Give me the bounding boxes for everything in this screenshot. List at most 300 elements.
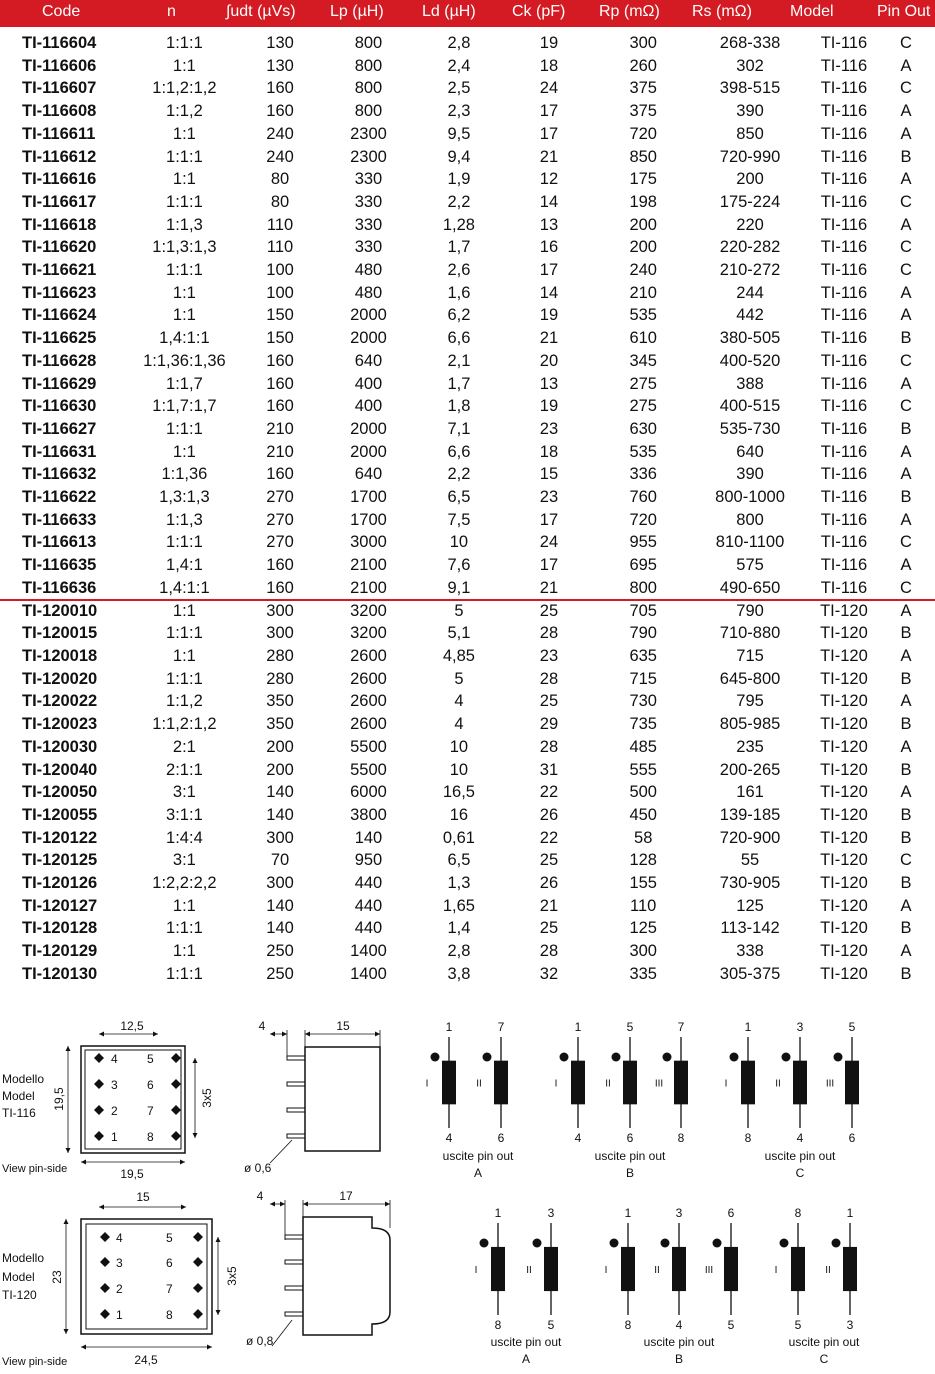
cell-col-4: 1,4 — [447, 919, 471, 938]
cell-col-7: 200 — [736, 170, 764, 189]
cell-col-5: 13 — [539, 374, 559, 393]
cell-col-8: TI-120 — [820, 851, 868, 870]
cell-col-5: 25 — [539, 851, 559, 870]
cell-col-2: 300 — [266, 624, 294, 643]
drawings-area — [0, 1000, 935, 1374]
winding-roman-label: I — [474, 1265, 478, 1276]
table-row — [0, 781, 935, 804]
arrow-icon — [99, 1032, 104, 1037]
dim-lead-label: 4 — [258, 1019, 266, 1033]
cell-col-7: 55 — [740, 851, 760, 870]
ti120-side-body — [303, 1217, 390, 1335]
cell-col-1: 1:1,2:1,2 — [152, 79, 217, 98]
table-row — [0, 418, 935, 441]
cell-col-3: 3800 — [350, 805, 387, 824]
dim-top-label: 15 — [136, 1190, 150, 1204]
cell-col-4: 4 — [454, 692, 464, 711]
cell-col-4: 1,6 — [447, 283, 471, 302]
pin-bottom-label: 4 — [675, 1318, 683, 1332]
cell-col-0: TI-120030 — [22, 737, 98, 756]
winding-coil — [672, 1247, 686, 1291]
cell-col-7: 390 — [736, 102, 764, 121]
cell-col-5: 31 — [539, 760, 559, 779]
cell-col-7: 795 — [736, 692, 764, 711]
cell-col-9: C — [900, 261, 912, 280]
table-row — [0, 77, 935, 100]
cell-col-1: 1:1 — [172, 170, 196, 189]
cell-col-5: 17 — [539, 556, 559, 575]
cell-col-9: C — [900, 851, 912, 870]
pin-top-label: 1 — [445, 1020, 453, 1034]
cell-col-3: 3000 — [350, 533, 387, 552]
header-col-1: n — [167, 3, 176, 20]
table-row — [0, 146, 935, 169]
cell-col-5: 26 — [539, 874, 559, 893]
cell-col-8: TI-116 — [820, 329, 868, 348]
cell-col-7: 575 — [736, 556, 764, 575]
pin-bottom-label: 8 — [744, 1131, 752, 1145]
arrow-icon — [66, 1148, 71, 1153]
pin-number: 5 — [166, 1231, 173, 1245]
cell-col-9: A — [900, 170, 912, 189]
cell-col-8: TI-116 — [820, 578, 868, 597]
cell-col-0: TI-116604 — [22, 34, 97, 52]
cell-col-6: 58 — [634, 828, 653, 847]
pin-diamond-icon — [100, 1283, 110, 1293]
cell-col-0: TI-120126 — [22, 874, 98, 893]
arrow-icon — [81, 1345, 86, 1350]
cell-col-1: 1:1:1 — [166, 192, 203, 211]
cell-col-3: 800 — [354, 102, 383, 121]
cell-col-9: A — [900, 510, 912, 529]
cell-col-6: 800 — [629, 578, 657, 597]
pin-top-label: 1 — [494, 1206, 502, 1220]
pin-diamond-icon — [100, 1257, 110, 1267]
cell-col-0: TI-120125 — [22, 851, 98, 870]
table-row — [0, 963, 935, 986]
cell-col-4: 2,2 — [447, 192, 471, 211]
cell-col-1: 1:1:1 — [166, 261, 203, 280]
lead — [285, 1260, 303, 1264]
cell-col-2: 350 — [266, 692, 294, 711]
cell-col-1: 2:1 — [172, 737, 196, 756]
table-row — [0, 531, 935, 554]
pinout-caption: uscite pin out — [788, 1335, 860, 1349]
cell-col-2: 270 — [266, 533, 294, 552]
pin-bottom-label: 6 — [626, 1131, 634, 1145]
cell-col-2: 100 — [266, 261, 294, 280]
cell-col-4: 7,5 — [447, 510, 471, 529]
cell-col-6: 275 — [629, 397, 657, 416]
pin-top-label: 3 — [796, 1020, 804, 1034]
cell-col-3: 440 — [354, 874, 383, 893]
cell-col-9: C — [900, 397, 912, 416]
pin-bottom-label: 5 — [794, 1318, 802, 1332]
lead — [287, 1134, 305, 1138]
table-row — [0, 827, 935, 850]
table-row — [0, 622, 935, 645]
cell-col-8: TI-120 — [820, 828, 868, 847]
cell-col-5: 17 — [539, 102, 559, 121]
cell-col-9: C — [900, 79, 912, 98]
pinout-letter: B — [625, 1166, 635, 1180]
cell-col-4: 6,6 — [447, 442, 471, 461]
cell-col-7: 139-185 — [719, 805, 781, 824]
cell-col-1: 1:1,2 — [166, 692, 203, 711]
winding-coil — [724, 1247, 738, 1291]
cell-col-8: TI-116 — [820, 419, 868, 438]
cell-col-8: TI-120 — [820, 646, 868, 665]
polarity-dot-icon — [832, 1239, 841, 1248]
arrow-icon — [153, 1032, 158, 1037]
cell-col-5: 29 — [539, 715, 559, 734]
cell-col-4: 1,7 — [447, 238, 471, 257]
cell-col-9: C — [900, 34, 912, 52]
cell-col-6: 790 — [629, 624, 657, 643]
cell-col-1: 1:1:1 — [166, 419, 203, 438]
model-label: TI-116 — [2, 1106, 36, 1120]
pin-diamond-icon — [171, 1079, 181, 1089]
winding-coil — [793, 1061, 807, 1105]
arrow-icon — [280, 1202, 285, 1207]
cell-col-0: TI-116622 — [22, 488, 97, 507]
pin-diamond-icon — [193, 1283, 203, 1293]
winding-roman-label: III — [704, 1265, 714, 1276]
cell-col-8: TI-120 — [820, 942, 868, 961]
polarity-dot-icon — [480, 1239, 489, 1248]
cell-col-5: 19 — [539, 306, 559, 325]
cell-col-9: A — [900, 465, 912, 484]
cell-col-2: 250 — [266, 964, 294, 983]
cell-col-5: 26 — [539, 805, 559, 824]
model-label: TI-120 — [2, 1288, 37, 1302]
winding-coil — [674, 1061, 688, 1105]
cell-col-7: 113-142 — [720, 919, 780, 938]
cell-col-9: B — [900, 874, 912, 893]
cell-col-7: 800 — [736, 510, 764, 529]
cell-col-2: 200 — [266, 760, 294, 779]
cell-col-7: 810-1100 — [715, 533, 785, 552]
lead — [287, 1108, 305, 1112]
cell-col-4: 3,8 — [447, 964, 471, 983]
cell-col-9: A — [900, 556, 912, 575]
cell-col-2: 110 — [266, 215, 294, 234]
table-row — [0, 373, 935, 396]
cell-col-0: TI-120020 — [22, 669, 98, 688]
cell-col-2: 300 — [266, 874, 294, 893]
cell-col-8: TI-120 — [820, 805, 868, 824]
cell-col-3: 400 — [354, 374, 383, 393]
cell-col-2: 240 — [266, 147, 294, 166]
cell-col-3: 800 — [354, 56, 383, 75]
cell-col-6: 210 — [629, 283, 657, 302]
cell-col-2: 80 — [270, 170, 290, 189]
cell-col-0: TI-116606 — [22, 56, 97, 75]
cell-col-1: 1:1 — [172, 896, 196, 915]
arrow-icon — [216, 1237, 221, 1242]
cell-col-8: TI-116 — [820, 533, 868, 552]
table-row — [0, 350, 935, 373]
cell-col-2: 160 — [266, 578, 294, 597]
cell-col-2: 140 — [266, 919, 294, 938]
cell-col-4: 10 — [449, 737, 469, 756]
cell-col-5: 12 — [539, 170, 559, 189]
cell-col-3: 6000 — [350, 783, 387, 802]
cell-col-0: TI-120023 — [22, 715, 98, 734]
dim-lead-label: 4 — [256, 1189, 264, 1203]
winding-coil — [544, 1247, 558, 1291]
cell-col-0: TI-116612 — [22, 147, 97, 166]
cell-col-5: 20 — [539, 351, 559, 370]
arrow-icon — [99, 1205, 104, 1210]
cell-col-2: 280 — [266, 646, 294, 665]
cell-col-2: 160 — [266, 556, 294, 575]
cell-col-6: 485 — [629, 737, 657, 756]
view-pin-side-label: View pin-side — [2, 1163, 68, 1175]
cell-col-4: 9,5 — [447, 124, 471, 143]
cell-col-4: 6,5 — [447, 851, 471, 870]
dim-bottom-label: 24,5 — [134, 1353, 158, 1367]
cell-col-6: 535 — [629, 442, 657, 461]
cell-col-3: 3200 — [350, 624, 387, 643]
table-row — [0, 804, 935, 827]
cell-col-2: 210 — [266, 442, 294, 461]
cell-col-3: 330 — [354, 238, 383, 257]
pin-bottom-label: 5 — [547, 1318, 555, 1332]
cell-col-7: 442 — [736, 306, 764, 325]
cell-col-4: 7,1 — [447, 419, 471, 438]
pin-top-label: 7 — [497, 1020, 505, 1034]
cell-col-1: 1:1 — [172, 646, 196, 665]
cell-col-4: 9,1 — [447, 578, 471, 597]
cell-col-2: 130 — [266, 34, 294, 52]
cell-col-7: 398-515 — [719, 79, 781, 98]
cell-col-9: B — [900, 624, 912, 643]
cell-col-8: TI-116 — [820, 306, 868, 325]
cell-col-0: TI-116607 — [22, 79, 97, 98]
cell-col-4: 5 — [454, 669, 464, 688]
cell-col-5: 18 — [539, 56, 559, 75]
cell-col-7: 161 — [736, 783, 764, 802]
cell-col-7: 388 — [736, 374, 764, 393]
winding-roman-label: II — [476, 1078, 482, 1090]
dim-left-label: 23 — [50, 1270, 64, 1284]
cell-col-2: 160 — [266, 79, 294, 98]
cell-col-0: TI-116621 — [22, 261, 97, 280]
table-row — [0, 895, 935, 918]
cell-col-8: TI-116 — [820, 79, 868, 98]
cell-col-7: 535-730 — [719, 419, 781, 438]
dim-body-label: 15 — [336, 1019, 350, 1033]
header-col-5: Ck (pF) — [512, 3, 566, 20]
pin-diamond-icon — [100, 1309, 110, 1319]
cell-col-9: B — [900, 805, 912, 824]
pin-top-label: 3 — [547, 1206, 555, 1220]
cell-col-9: A — [900, 124, 912, 143]
cell-col-1: 1,4:1 — [166, 556, 203, 575]
cell-col-6: 735 — [629, 715, 657, 734]
cell-col-9: A — [900, 215, 912, 234]
cell-col-7: 220 — [736, 215, 764, 234]
pin-bottom-label: 4 — [445, 1131, 453, 1145]
pinout-letter: A — [473, 1166, 483, 1180]
winding-coil — [442, 1061, 456, 1105]
header-col-2: ∫udt (µVs) — [226, 3, 296, 20]
cell-col-3: 440 — [354, 919, 383, 938]
cell-col-4: 2,2 — [447, 465, 471, 484]
cell-col-3: 2600 — [350, 692, 387, 711]
cell-col-9: B — [900, 964, 912, 983]
cell-col-4: 2,3 — [447, 102, 471, 121]
cell-col-1: 1:1:1 — [166, 147, 203, 166]
header-col-3: Lp (µH) — [330, 3, 384, 20]
pin-number: 2 — [116, 1282, 123, 1296]
table-row — [0, 55, 935, 78]
cell-col-3: 800 — [354, 34, 383, 52]
cell-col-1: 3:1:1 — [166, 805, 203, 824]
cell-col-4: 2,6 — [447, 261, 471, 280]
cell-col-0: TI-116632 — [22, 465, 97, 484]
polarity-dot-icon — [730, 1053, 739, 1062]
cell-col-5: 16 — [539, 238, 559, 257]
cell-col-8: TI-116 — [820, 283, 868, 302]
arrow-icon — [207, 1345, 212, 1350]
cell-col-8: TI-120 — [820, 964, 868, 983]
cell-col-7: 800-1000 — [715, 488, 785, 507]
table-row — [0, 463, 935, 486]
cell-col-0: TI-116627 — [22, 419, 97, 438]
pin-number: 4 — [111, 1052, 118, 1066]
arrow-icon — [385, 1202, 390, 1207]
cell-col-1: 1:1,3:1,3 — [152, 238, 217, 257]
cell-col-6: 336 — [629, 465, 657, 484]
pin-number: 8 — [147, 1130, 154, 1144]
pin-diamond-icon — [171, 1053, 181, 1063]
cell-col-3: 2000 — [350, 306, 387, 325]
pin-number: 6 — [166, 1256, 173, 1270]
cell-col-0: TI-116633 — [22, 510, 97, 529]
cell-col-8: TI-120 — [820, 737, 868, 756]
ti120-outline — [81, 1219, 212, 1334]
pin-number: 4 — [116, 1231, 123, 1245]
cell-col-1: 1:1:1 — [166, 964, 203, 983]
cell-col-1: 1:1 — [172, 56, 196, 75]
cell-col-3: 1400 — [350, 964, 387, 983]
cell-col-7: 125 — [736, 896, 764, 915]
cell-col-9: A — [900, 601, 912, 620]
cell-col-5: 21 — [539, 578, 559, 597]
cell-col-2: 160 — [266, 102, 294, 121]
cell-col-6: 128 — [629, 851, 657, 870]
lead — [287, 1082, 305, 1086]
cell-col-0: TI-116636 — [22, 578, 97, 597]
cell-col-6: 125 — [629, 919, 657, 938]
cell-col-9: A — [900, 283, 912, 302]
lead — [287, 1056, 305, 1060]
table-row — [0, 486, 935, 509]
cell-col-7: 390 — [736, 465, 764, 484]
cell-col-4: 6,6 — [447, 329, 471, 348]
cell-col-7: 302 — [736, 56, 764, 75]
pin-diamond-icon — [100, 1232, 110, 1242]
cell-col-4: 4,85 — [442, 646, 475, 665]
cell-col-3: 5500 — [350, 760, 387, 779]
cell-col-7: 710-880 — [719, 624, 781, 643]
cell-col-8: TI-120 — [820, 874, 868, 893]
cell-col-8: TI-116 — [820, 374, 868, 393]
cell-col-9: B — [900, 828, 912, 847]
cell-col-9: C — [900, 578, 912, 597]
cell-col-9: B — [900, 329, 912, 348]
cell-col-9: A — [900, 646, 912, 665]
cell-col-3: 2300 — [350, 124, 387, 143]
pin-diamond-icon — [193, 1309, 203, 1319]
dim-body-label: 17 — [339, 1189, 353, 1203]
cell-col-1: 1:1,2:1,2 — [152, 715, 217, 734]
cell-col-3: 140 — [354, 828, 383, 847]
cell-col-3: 640 — [354, 351, 383, 370]
cell-col-9: A — [900, 306, 912, 325]
cell-col-3: 1700 — [350, 488, 387, 507]
cell-col-4: 9,4 — [447, 147, 471, 166]
cell-col-6: 375 — [629, 102, 657, 121]
polarity-dot-icon — [533, 1239, 542, 1248]
polarity-dot-icon — [780, 1239, 789, 1248]
cell-col-4: 2,1 — [447, 351, 471, 370]
winding-roman-label: I — [604, 1265, 608, 1276]
cell-col-3: 480 — [354, 261, 383, 280]
cell-col-4: 1,9 — [447, 170, 471, 189]
cell-col-8: TI-116 — [820, 238, 868, 257]
winding-roman-label: III — [825, 1078, 835, 1090]
arrow-icon — [64, 1329, 69, 1334]
cell-col-3: 5500 — [350, 737, 387, 756]
pin-top-label: 6 — [727, 1206, 735, 1220]
header-col-4: Ld (µH) — [422, 3, 476, 20]
cell-col-7: 244 — [736, 283, 764, 302]
cell-col-4: 2,4 — [447, 56, 471, 75]
cell-col-0: TI-116611 — [22, 124, 96, 143]
pin-top-label: 8 — [794, 1206, 802, 1220]
cell-col-8: TI-120 — [820, 760, 868, 779]
cell-col-6: 175 — [629, 170, 657, 189]
table-row — [0, 214, 935, 237]
cell-col-6: 335 — [629, 964, 657, 983]
pin-bottom-label: 4 — [574, 1131, 582, 1145]
dim-top-label: 12,5 — [120, 1019, 144, 1033]
pin-bottom-label: 8 — [677, 1131, 685, 1145]
cell-col-5: 28 — [539, 624, 559, 643]
cell-col-3: 2000 — [350, 442, 387, 461]
pin-diamond-icon — [193, 1232, 203, 1242]
pinout-letter: B — [674, 1352, 684, 1366]
winding-roman-label: I — [774, 1265, 778, 1276]
cell-col-5: 19 — [539, 34, 559, 52]
cell-col-6: 300 — [629, 942, 657, 961]
model-label: Modello — [2, 1072, 45, 1086]
cell-col-6: 610 — [629, 329, 657, 348]
cell-col-5: 21 — [539, 147, 559, 166]
table-row — [0, 304, 935, 327]
table-row — [0, 395, 935, 418]
pin-diamond-icon — [94, 1053, 104, 1063]
cell-col-8: TI-116 — [820, 56, 868, 75]
cell-col-2: 210 — [266, 419, 294, 438]
cell-col-3: 2600 — [350, 646, 387, 665]
cell-col-6: 720 — [629, 510, 657, 529]
cell-col-6: 110 — [630, 896, 657, 915]
cell-col-0: TI-120010 — [22, 601, 98, 620]
